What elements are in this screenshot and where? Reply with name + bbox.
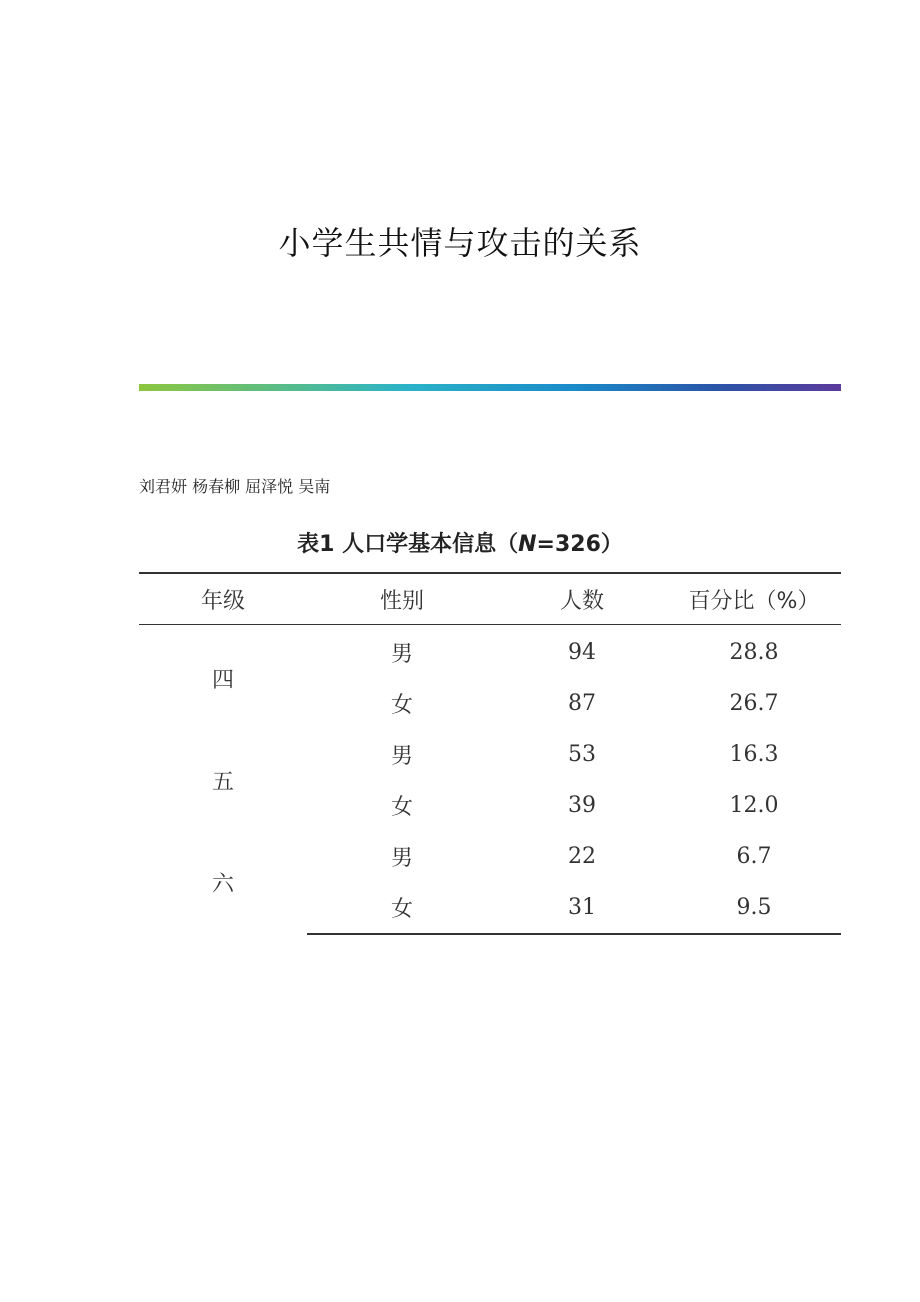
gender-cell: 男 xyxy=(390,642,413,667)
table-row xyxy=(139,625,841,679)
gradient-divider xyxy=(139,384,841,391)
grade-cell: 六 xyxy=(211,872,234,897)
header-grade: 年级 xyxy=(139,573,307,625)
percent-cell: 12.0 xyxy=(729,793,779,818)
count-cell: 22 xyxy=(568,844,596,869)
header-count: 人数 xyxy=(497,573,667,625)
table-caption xyxy=(0,527,920,558)
table-header-row xyxy=(139,573,841,625)
gender-cell: 男 xyxy=(390,744,413,769)
caption-suffix: =326） xyxy=(536,532,623,557)
percent-cell: 6.7 xyxy=(736,844,772,869)
count-cell: 94 xyxy=(568,640,596,665)
table-row xyxy=(139,729,841,780)
count-cell: 31 xyxy=(497,882,667,934)
author-list: 刘君妍 杨春柳 屈泽悦 吴南 xyxy=(139,477,331,496)
table-row xyxy=(139,831,841,882)
count-cell: 53 xyxy=(568,742,596,767)
header-gender: 性别 xyxy=(307,573,497,625)
caption-n: N xyxy=(518,532,537,557)
gender-cell: 男 xyxy=(390,846,413,871)
caption-prefix: 表1 人口学基本信息（ xyxy=(297,532,519,557)
paper-title: 小学生共情与攻击的关系 xyxy=(278,224,642,262)
grade-cell: 五 xyxy=(211,769,234,795)
gender-cell: 女 xyxy=(307,882,497,934)
percent-cell: 9.5 xyxy=(667,882,841,934)
percent-cell: 16.3 xyxy=(729,742,779,767)
gender-cell: 女 xyxy=(390,693,413,718)
grade-cell: 四 xyxy=(211,667,234,693)
count-cell: 87 xyxy=(568,691,596,716)
count-cell: 39 xyxy=(568,793,596,818)
demographics-table xyxy=(139,572,841,935)
header-percent: 百分比（%） xyxy=(667,573,841,625)
percent-cell: 28.8 xyxy=(729,640,779,665)
percent-cell: 26.7 xyxy=(729,691,779,716)
gender-cell: 女 xyxy=(390,795,413,820)
